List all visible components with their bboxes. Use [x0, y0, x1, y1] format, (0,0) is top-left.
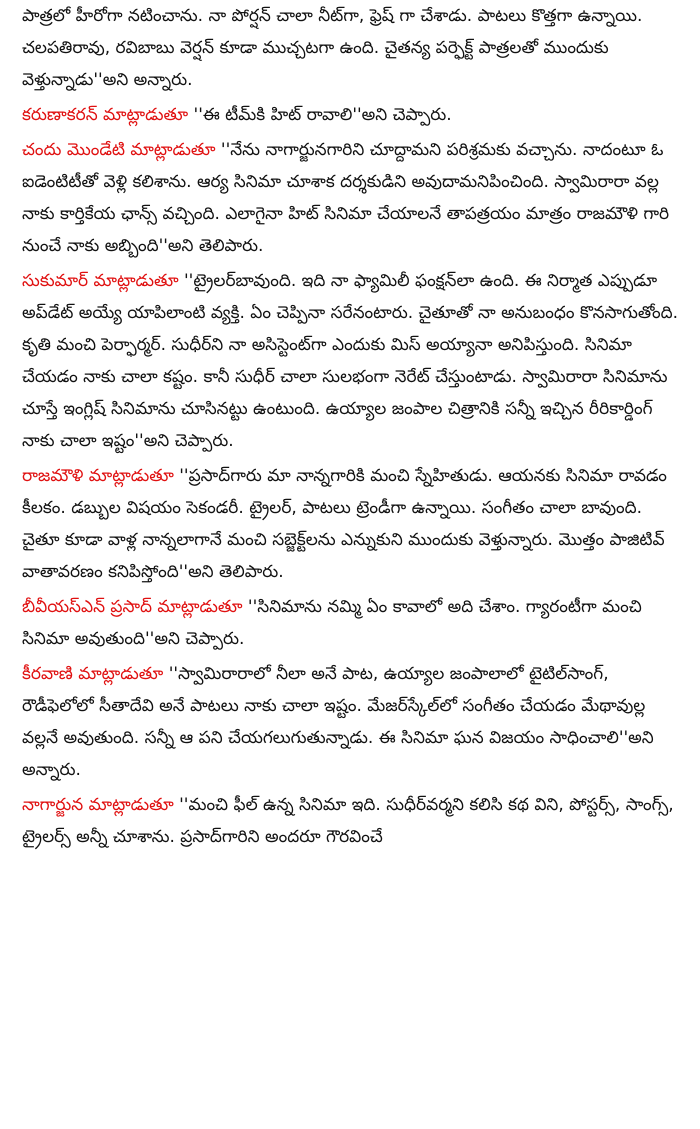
speaker-name: సుకుమార్ మాట్లాడుతూ: [22, 271, 179, 291]
paragraph-keeravani: [22, 658, 682, 786]
article-body: [22, 0, 682, 856]
speaker-name: కరుణాకరన్ మాట్లాడుతూ: [22, 105, 189, 125]
quote-text: ''సినిమాను నమ్మి ఏం కావాలో అది చేశాం. గ్యారంటీగా మంచి సినిమా అవుతుంది''అని చెప్పారు.: [22, 597, 642, 649]
speaker-name: కీరవాణి మాట్లాడుతూ: [22, 664, 164, 684]
quote-text: పాత్రలో హీరోగా నటించాను. నా పోర్షన్ చాలా నీట్‌గా, ఫ్రెష్ గా చేశాడు. పాటలు కొత్తగా ఉన్నాయి. చలపతిరావు, రవిబాబు వెర్షన్ కూడా ముచ్చటగా ఉంది. చైతన్య పర్ఫెక్ట్ పాత్రలతో ముందుకు వెళ్తున్నాడు''అని అన్నారు.: [22, 6, 643, 90]
speaker-name: బీవీయస్ఎన్ ప్రసాద్ మాట్లాడుతూ: [22, 597, 243, 617]
quote-text: ''ప్రసాద్‌గారు మా నాన్నగారికి మంచి స్నేహితుడు. ఆయనకు సినిమా రావడం కీలకం. డబ్బుల విషయం సెకండరీ. ట్రైలర్, పాటలు ట్రెండీగా ఉన్నాయి. సంగీతం చాలా బావుంది. చైతూ కూడా వాళ్ల నాన్నలాగానే మంచి సబ్జెక్ట్‌లను ఎన్నుకుని ముందుకు వెళ్తున్నారు. మొత్తం పాజిటివ్ వాతావరణం కనిపిస్తోంది''అని తెలిపారు.: [22, 466, 667, 582]
quote-text: ''ట్రైలర్‌బావుంది. ఇది నా ఫ్యామిలీ ఫంక్షన్‌లా ఉంది. ఈ నిర్మాత ఎప్పుడూ అప్‌డేట్ అయ్యే యాపిలాంటి వ్యక్తి. ఏం చెప్పినా సరేనంటారు. చైతూతో నా అనుబంధం కొనసాగుతోంది. కృతి మంచి పెర్ఫార్మర్. సుధీర్‌ని నా అసిస్టెంట్‌గా ఎందుకు మిస్ అయ్యానా అనిపిస్తుంది. సినిమా చేయడం నాకు చాలా కష్టం. కానీ సుధీర్ చాలా సులభంగా నెరేట్ చేస్తుంటాడు. స్వామిరారా సినిమాను చూస్తే ఇంగ్లిష్ సినిమాను చూసినట్టు ఉంటుంది. ఉయ్యాల జంపాల చిత్రానికి సన్నీ ఇచ్చిన రీరికార్డింగ్ నాకు చాలా ఇష్టం''అని చెప్పారు.: [22, 271, 679, 451]
paragraph-rajamouli: [22, 460, 682, 588]
quote-text: ''స్వామిరారాలో నీలా అనే పాట, ఉయ్యాల జంపాలాలో టైటిల్‌సాంగ్, రౌడీఫెలోలో సీతాదేవి అనే పాటలు నాకు చాలా ఇష్టం. మేజర్‌స్కేల్‌లో సంగీతం చేయడం మేథావుల్ల వల్లనే అవుతుంది. సన్నీ ఆ పని చేయగలుగుతున్నాడు. ఈ సినిమా ఘన విజయం సాధించాలి''అని అన్నారు.: [22, 664, 654, 780]
paragraph-chandu-mondeti: [22, 134, 682, 262]
paragraph-sukumar: [22, 265, 682, 457]
speaker-name: చందు మొండేటి మాట్లాడుతూ: [22, 140, 216, 160]
speaker-name: నాగార్జున మాట్లాడుతూ: [22, 795, 174, 815]
quote-text: ''మంచి ఫీల్ ఉన్న సినిమా ఇది. సుధీర్‌వర్మని కలిసి కథ విని, పోస్టర్స్, సాంగ్స్, ట్రైలర్స్ అన్నీ చూశాను. ప్రసాద్‌గారిని అందరూ గౌరవించే: [22, 795, 674, 847]
paragraph-karunakaran: [22, 99, 682, 131]
speaker-name: రాజమౌళి మాట్లాడుతూ: [22, 466, 174, 486]
paragraph-intro: [22, 0, 682, 96]
quote-text: ''ఈ టీమ్‌కి హిట్ రావాలి''అని చెప్పారు.: [188, 105, 452, 125]
quote-text: ''నేను నాగార్జునగారిని చూద్దామని పరిశ్రమకు వచ్చాను. నాదంటూ ఓ ఐడెంటిటీతో వెళ్లి కలిశాను. ఆర్య సినిమా చూశాక దర్శకుడిని అవుదామనిపించింది. స్వామిరారా వల్ల నాకు కార్తికేయ ఛాన్స్ వచ్చింది. ఎలాగైనా హిట్ సినిమా చేయాలనే తాపత్రయం మాత్రం రాజమౌళి గారి నుంచే నాకు అబ్బింది''అని తెలిపారు.: [22, 140, 670, 256]
paragraph-bvsn-prasad: [22, 591, 682, 655]
paragraph-nagarjuna: [22, 789, 682, 853]
